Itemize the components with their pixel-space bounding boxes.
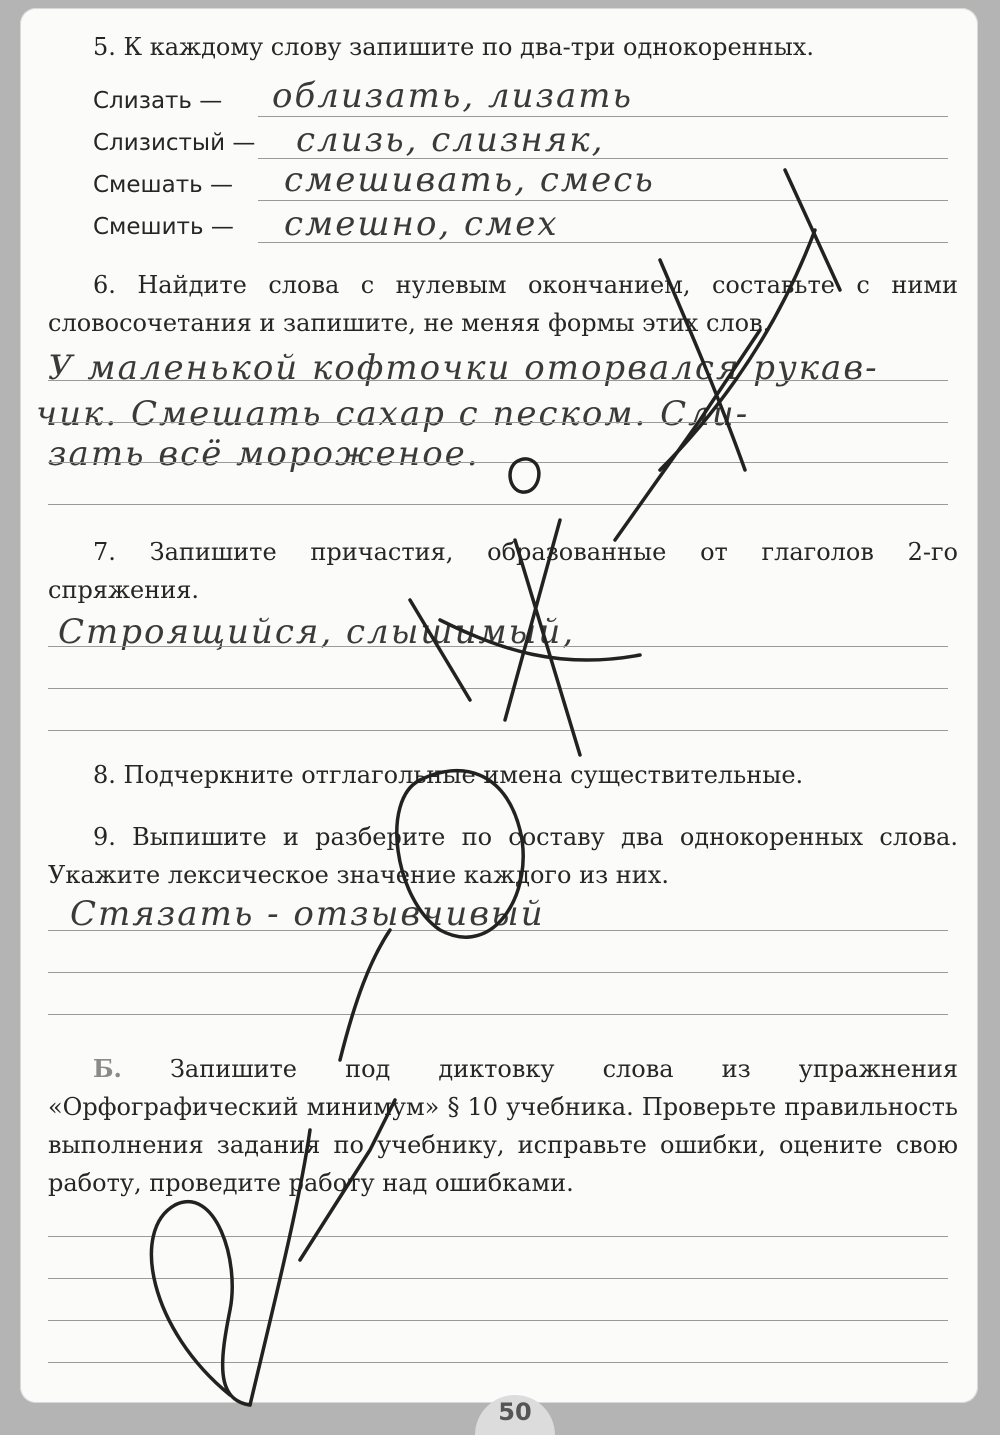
- task-5-answer-4: смешно, смех: [284, 204, 559, 244]
- task-b-text: Запишите под диктовку слова из упражнения «Орфографический минимум» § 10 учебника. Проверьте правильность выполнения задания по учебнику, исправьте ошибки, оцените свою работу, проведите работу над ошибками.: [48, 1055, 958, 1197]
- task-5-word-4: Смешить —: [93, 214, 234, 240]
- task-5-heading: 5. К каждому слову запишите по два-три однокоренных.: [93, 33, 814, 61]
- task-6-heading: 6. Найдите слова с нулевым окончанием, составьте с ними словосочетания и запишите, не меняя формы этих слов.: [48, 271, 958, 337]
- task-7-heading: 7. Запишите причастия, образованные от глаголов 2-го спряжения.: [48, 538, 958, 604]
- task-6-answer-line-2: чик. Смешать сахар с песком. Сли-: [36, 394, 750, 434]
- task-5-word-3: Смешать —: [93, 172, 233, 198]
- task-7-answer: Строящийся, слышимый,: [58, 612, 576, 652]
- task-5-word-1: Слизать —: [93, 88, 223, 114]
- task-6-answer-line-1: У маленькой кофточки оторвался рукав-: [48, 348, 879, 388]
- task-9-heading: 9. Выпишите и разберите по составу два однокоренных слова. Укажите лексическое значение каждого из них.: [48, 823, 958, 889]
- task-b-letter: Б.: [93, 1054, 122, 1083]
- task-9-answer: Стязать - отзывчивый: [70, 894, 545, 934]
- task-5-answer-1: облизать, лизать: [272, 76, 634, 116]
- task-8-heading: 8. Подчеркните отглагольные имена существительные.: [93, 761, 804, 789]
- task-5-answer-3: смешивать, смесь: [284, 160, 655, 200]
- task-5-word-2: Слизистый —: [93, 130, 256, 156]
- task-5-answer-2: слизь, слизняк,: [296, 120, 605, 160]
- page-number: 50: [475, 1395, 555, 1435]
- task-6-answer-line-3: зать всё мороженое.: [48, 434, 480, 474]
